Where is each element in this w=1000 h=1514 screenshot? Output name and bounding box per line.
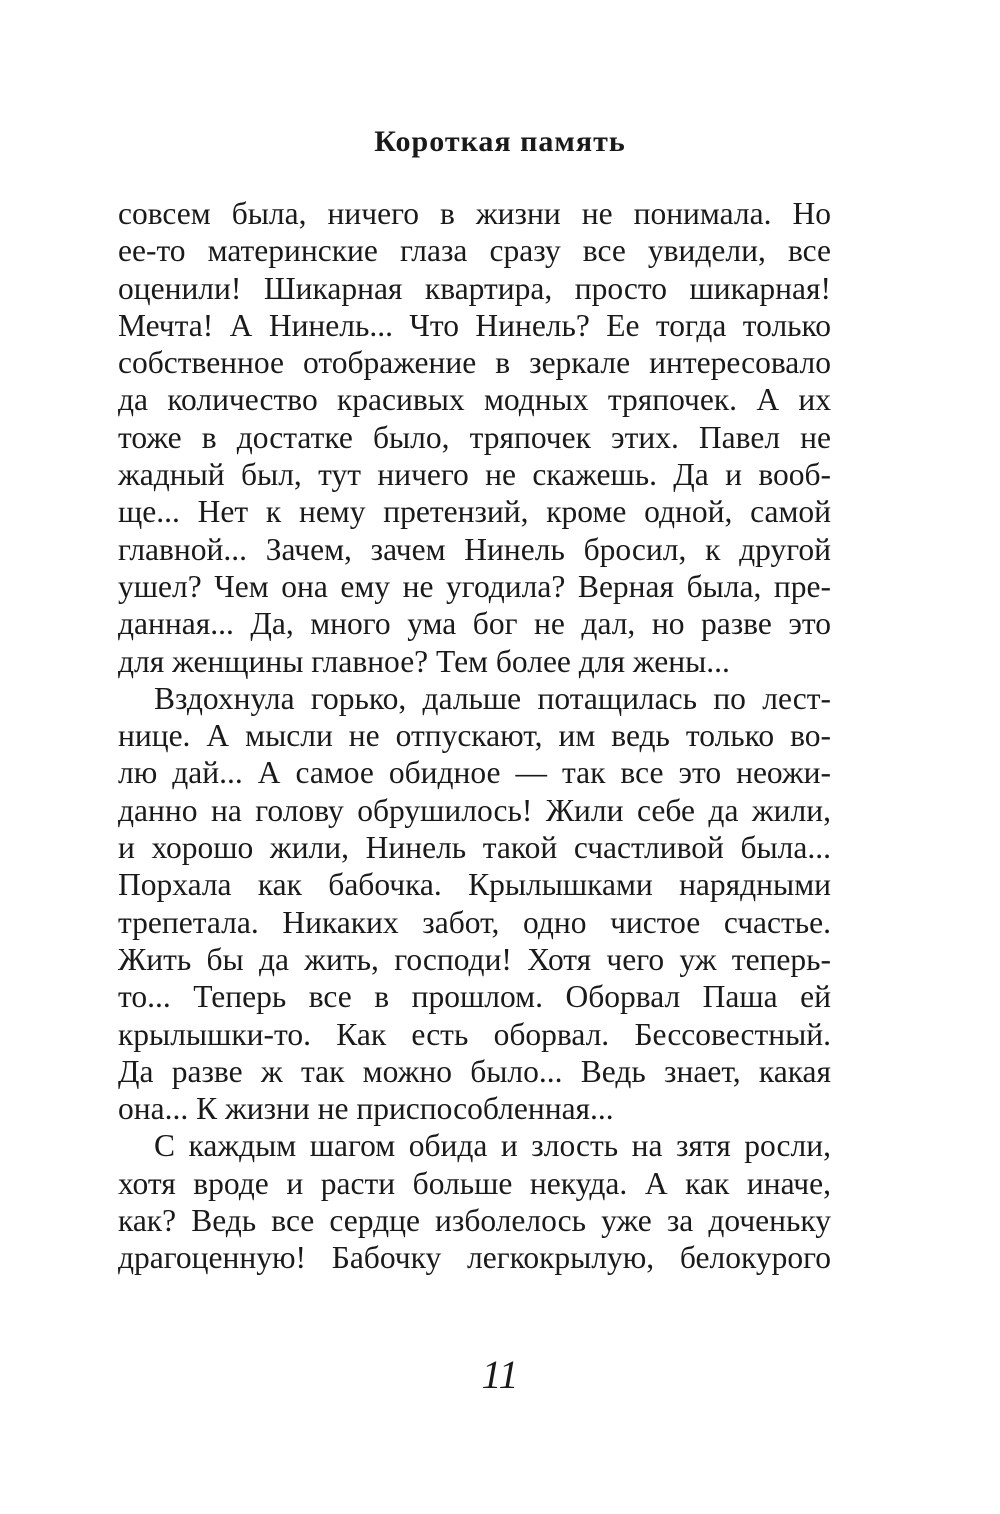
text-line: ушел? Чем она ему не угодила? Верная была, пре- xyxy=(118,568,831,604)
text-line: ее-то материнские глаза сразу все увидели, все xyxy=(118,233,831,269)
text-line: нице. А мысли не отпускают, им ведь только во- xyxy=(118,718,831,754)
text-line: крылышки-то. Как есть оборвал. Бессовестный. xyxy=(118,1016,831,1052)
text-line: жадный был, тут ничего не скажешь. Да и вооб- xyxy=(118,457,831,493)
body-text xyxy=(118,195,831,1277)
text-line: драгоценную! Бабочку легкокрылую, белокурого xyxy=(118,1240,831,1276)
paragraph-1 xyxy=(118,195,831,680)
text-line: Порхала как бабочка. Крылышками нарядными xyxy=(118,867,831,903)
text-line: хотя вроде и расти больше некуда. А как иначе, xyxy=(118,1165,831,1201)
paragraph-2 xyxy=(118,680,831,1128)
text-line: собственное отображение в зеркале интересовало xyxy=(118,345,831,381)
page-number: 11 xyxy=(481,1352,519,1397)
text-line: лю дай... А самое обидное — так все это неожи- xyxy=(118,755,831,791)
text-line: да количество красивых модных тряпочек. А их xyxy=(118,382,831,418)
text-line: Да разве ж так можно было... Ведь знает, какая xyxy=(118,1053,831,1089)
text-line: ще... Нет к нему претензий, кроме одной, самой xyxy=(118,494,831,530)
text-line: главной... Зачем, зачем Нинель бросил, к другой xyxy=(118,531,831,567)
text-line: данная... Да, много ума бог не дал, но разве это xyxy=(118,606,831,642)
text-line: тоже в достатке было, тряпочек этих. Павел не xyxy=(118,419,831,455)
text-line: Мечта! А Нинель... Что Нинель? Ее тогда только xyxy=(118,307,831,343)
text-line: как? Ведь все сердце изболелось уже за доченьку xyxy=(118,1203,831,1239)
text-line: трепетала. Никаких забот, одно чистое счастье. xyxy=(118,904,831,940)
text-line: данно на голову обрушилось! Жили себе да жили, xyxy=(118,792,831,828)
text-line: оценили! Шикарная квартира, просто шикарная! xyxy=(118,270,831,306)
text-line: и хорошо жили, Нинель такой счастливой была... xyxy=(118,830,831,866)
text-line: то... Теперь все в прошлом. Оборвал Паша ей xyxy=(118,979,831,1015)
text-line: С каждым шагом обида и злость на зятя росли, xyxy=(154,1128,831,1164)
text-line: Вздохнула горько, дальше потащилась по лест- xyxy=(154,680,831,716)
paragraph-3 xyxy=(118,1127,831,1276)
text-line: для женщины главное? Тем более для жены... xyxy=(118,643,730,679)
running-head: Короткая память xyxy=(374,125,626,158)
text-line: она... К жизни не приспособленная... xyxy=(118,1091,614,1127)
text-line: совсем была, ничего в жизни не понимала. Но xyxy=(118,196,831,231)
text-line: Жить бы да жить, господи! Хотя чего уж теперь- xyxy=(118,941,831,977)
